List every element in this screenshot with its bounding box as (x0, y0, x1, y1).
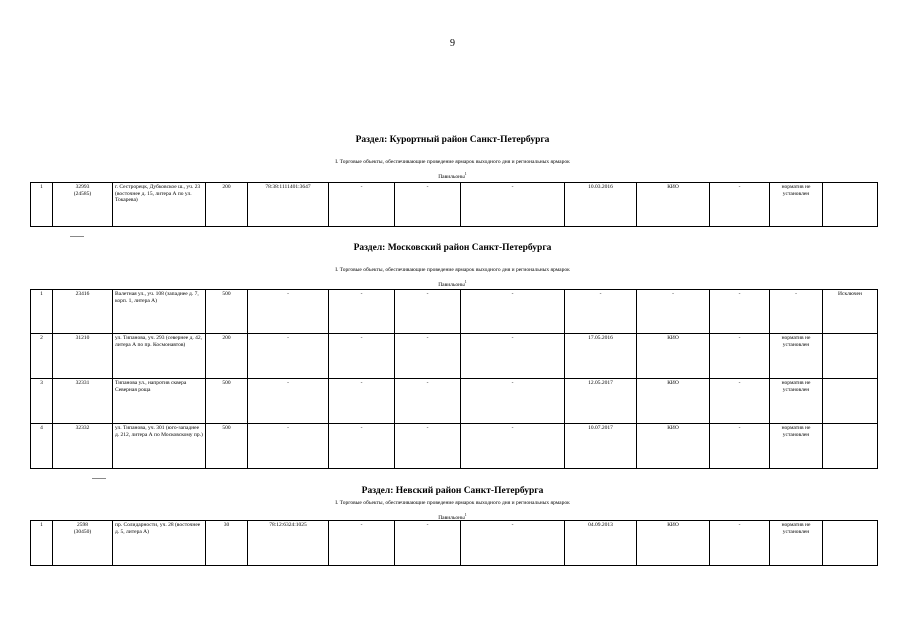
note-cell (823, 379, 878, 424)
field-6-cell: - (329, 334, 395, 379)
note-cell (823, 334, 878, 379)
date-cell: 04.09.2013 (565, 521, 637, 566)
section-heading: Раздел: Невский район Санкт-Петербурга (361, 486, 544, 496)
field-8-cell: - (461, 379, 565, 424)
note-cell: Исключен (823, 290, 878, 334)
date-cell: 12.05.2017 (565, 379, 637, 424)
pavilions-label: Павильоны$^1$ (438, 279, 467, 288)
row-number-cell: 1 (31, 521, 53, 566)
table-row (31, 379, 878, 424)
object-id-cell: 32993 (24585) (53, 183, 113, 227)
divider (92, 478, 106, 479)
norm-status-cell: норматив не установлен (770, 334, 823, 379)
page-number: 9 (450, 38, 455, 49)
section-subheading: I. Торговые объекты, обеспечивающие проведение ярмарок выходного дня и региональных ярмарок (335, 500, 570, 506)
field-11-cell: - (710, 424, 770, 469)
section-subheading: I. Торговые объекты, обеспечивающие проведение ярмарок выходного дня и региональных ярмарок (335, 267, 570, 273)
row-number-cell: 4 (31, 424, 53, 469)
divider (70, 236, 84, 237)
area-cell: 200 (206, 334, 248, 379)
cadastral-number-cell: - (248, 379, 329, 424)
row-number-cell: 1 (31, 183, 53, 227)
date-cell: - (565, 290, 637, 334)
date-cell: 10.07.2017 (565, 424, 637, 469)
field-11-cell: - (710, 379, 770, 424)
field-6-cell: - (329, 183, 395, 227)
area-cell: 500 (206, 424, 248, 469)
date-cell: 17.05.2016 (565, 334, 637, 379)
address-cell: г. Сестрорецк, Дубковское ш., уч. 23 (восточнее д. 15, литера А по ул. Токарева) (113, 183, 206, 227)
address-cell: Типанова ул., напротив сквера Северная роща (113, 379, 206, 424)
row-number-cell: 2 (31, 334, 53, 379)
field-6-cell: - (329, 424, 395, 469)
organization-cell: - (637, 290, 710, 334)
field-8-cell: - (461, 183, 565, 227)
row-number-cell: 3 (31, 379, 53, 424)
address-cell: ул. Типанова, уч. 293 (севернее д. 42, литера А по пр. Космонавтов) (113, 334, 206, 379)
pavilions-label: Павильоны$^1$ (438, 512, 467, 521)
object-id-cell: 2598 (30450) (53, 521, 113, 566)
area-cell: 500 (206, 379, 248, 424)
cadastral-number-cell: 78:38:1111401:3647 (248, 183, 329, 227)
field-11-cell: - (710, 290, 770, 334)
organization-cell: КИО (637, 183, 710, 227)
address-cell: пр. Солидарности, уч. 28 (восточнее д. 5, литера А) (113, 521, 206, 566)
organization-cell: КИО (637, 334, 710, 379)
table-row (31, 521, 878, 566)
section-heading: Раздел: Курортный район Санкт-Петербурга (355, 135, 550, 145)
address-cell: ул. Типанова, уч. 301 (юго-западнее д. 212, литера А по Московскому пр.) (113, 424, 206, 469)
field-7-cell: - (395, 379, 461, 424)
field-6-cell: - (329, 379, 395, 424)
date-cell: 10.03.2016 (565, 183, 637, 227)
object-id-cell: 31210 (53, 334, 113, 379)
field-7-cell: - (395, 521, 461, 566)
object-id-cell: 32332 (53, 424, 113, 469)
field-8-cell: - (461, 424, 565, 469)
table-row (31, 183, 878, 227)
norm-status-cell: норматив не установлен (770, 379, 823, 424)
note-cell (823, 183, 878, 227)
cadastral-number-cell: 78:12:6324:1025 (248, 521, 329, 566)
field-7-cell: - (395, 183, 461, 227)
field-6-cell: - (329, 521, 395, 566)
note-cell (823, 424, 878, 469)
objects-table (30, 520, 878, 566)
objects-table (30, 289, 878, 469)
table-row (31, 290, 878, 334)
field-7-cell: - (395, 334, 461, 379)
field-7-cell: - (395, 290, 461, 334)
field-8-cell: - (461, 334, 565, 379)
cadastral-number-cell: - (248, 334, 329, 379)
norm-status-cell: норматив не установлен (770, 424, 823, 469)
field-7-cell: - (395, 424, 461, 469)
organization-cell: КИО (637, 379, 710, 424)
field-6-cell: - (329, 290, 395, 334)
field-11-cell: - (710, 334, 770, 379)
section-heading: Раздел: Московский район Санкт-Петербурга (353, 243, 552, 253)
cadastral-number-cell: - (248, 290, 329, 334)
object-id-cell: 32331 (53, 379, 113, 424)
address-cell: Валетная ул., уч. 108 (западнее д. 7, корп. 1, литера А) (113, 290, 206, 334)
table-row (31, 334, 878, 379)
field-11-cell: - (710, 183, 770, 227)
organization-cell: КИО (637, 521, 710, 566)
norm-status-cell: - (770, 290, 823, 334)
cadastral-number-cell: - (248, 424, 329, 469)
field-8-cell: - (461, 521, 565, 566)
organization-cell: КИО (637, 424, 710, 469)
row-number-cell: 1 (31, 290, 53, 334)
area-cell: 500 (206, 290, 248, 334)
area-cell: 200 (206, 183, 248, 227)
object-id-cell: 23416 (53, 290, 113, 334)
pavilions-label: Павильоны$^1$ (438, 171, 467, 180)
field-11-cell: - (710, 521, 770, 566)
norm-status-cell: норматив не установлен (770, 183, 823, 227)
field-8-cell: - (461, 290, 565, 334)
section-subheading: I. Торговые объекты, обеспечивающие проведение ярмарок выходного дня и региональных ярмарок (335, 159, 570, 165)
table-row (31, 424, 878, 469)
area-cell: 30 (206, 521, 248, 566)
norm-status-cell: норматив не установлен (770, 521, 823, 566)
note-cell (823, 521, 878, 566)
objects-table (30, 182, 878, 227)
